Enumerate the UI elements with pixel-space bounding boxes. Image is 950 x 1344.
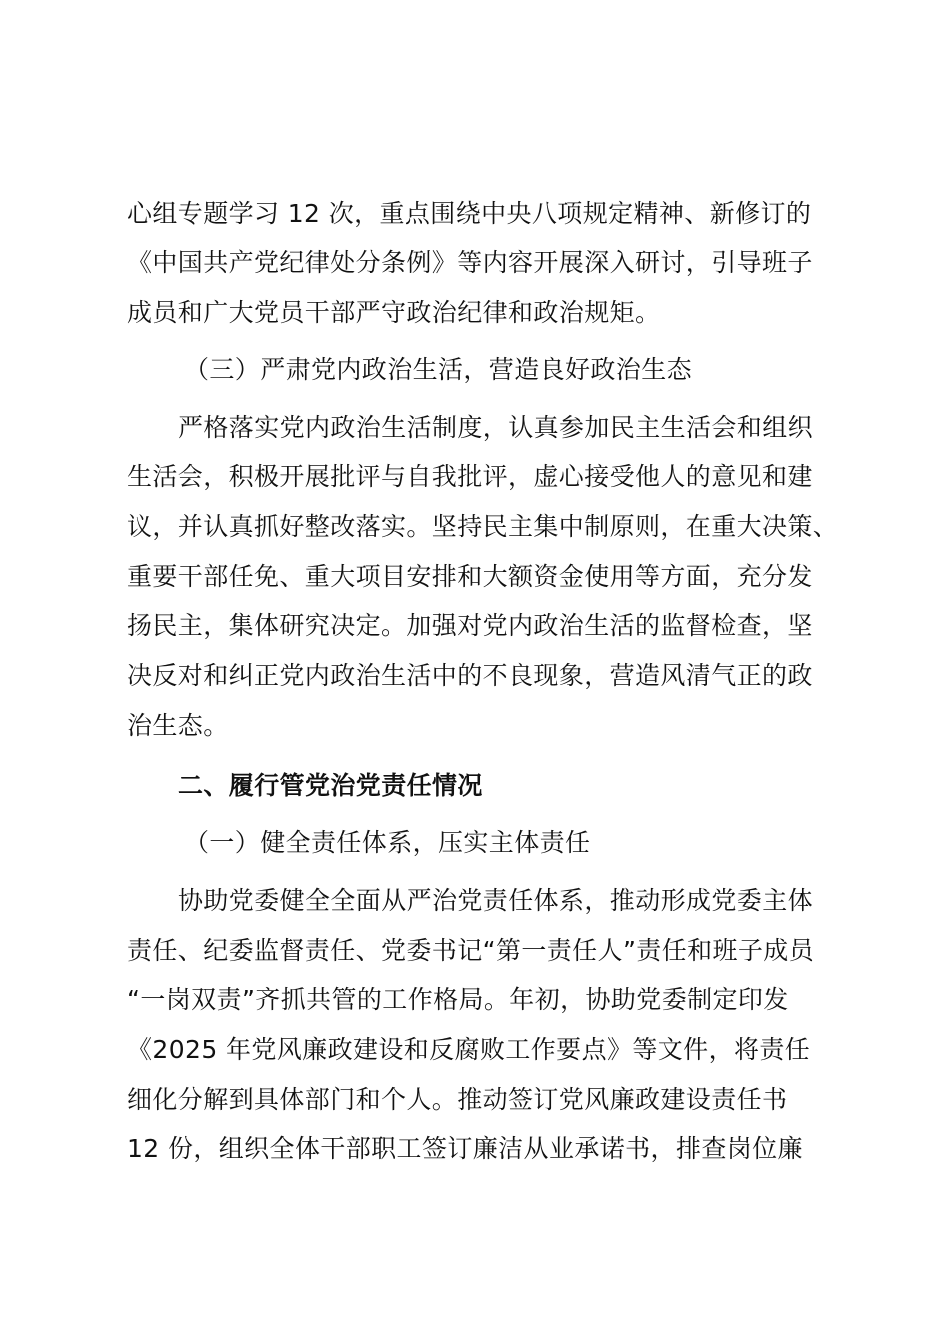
paragraph-2-line-1: 严格落实党内政治生活制度，认真参加民主生活会和组织 [178,413,814,442]
paragraph-2-line-6: 决反对和纠正党内政治生活中的不良现象，营造风清气正的政 [127,661,813,690]
paragraph-2-line-4: 重要干部任免、重大项目安排和大额资金使用等方面，充分发 [127,562,813,591]
paragraph-1-line-2: 《中国共产党纪律处分条例》等内容开展深入研讨，引导班子 [127,248,813,277]
paragraph-2-line-3: 议，并认真抓好整改落实。坚持民主集中制原则，在重大决策、 [127,512,839,541]
section-heading-two: 二、履行管党治党责任情况 [178,771,483,800]
paragraph-3-line-4: 《2025 年党风廉政建设和反腐败工作要点》等文件，将责任 [127,1035,811,1064]
paragraph-2-line-7: 治生态。 [127,711,229,740]
paragraph-3-line-6: 12 份，组织全体干部职工签订廉洁从业承诺书，排查岗位廉 [127,1134,803,1163]
paragraph-2-line-5: 扬民主，集体研究决定。加强对党内政治生活的监督检查，坚 [127,611,813,640]
paragraph-3-line-1: 协助党委健全全面从严治党责任体系，推动形成党委主体 [178,886,814,915]
subheading-one: （一）健全责任体系，压实主体责任 [184,828,591,857]
paragraph-3-line-2: 责任、纪委监督责任、党委书记“第一责任人”责任和班子成员 [127,936,815,965]
paragraph-2-line-2: 生活会，积极开展批评与自我批评，虚心接受他人的意见和建 [127,462,813,491]
paragraph-3-line-5: 细化分解到具体部门和个人。推动签订党风廉政建设责任书 [127,1085,788,1114]
paragraph-1-line-1: 心组专题学习 12 次，重点围绕中央八项规定精神、新修订的 [127,199,812,228]
subheading-three: （三）严肃党内政治生活，营造良好政治生态 [184,355,693,384]
paragraph-3-line-3: “一岗双责”齐抓共管的工作格局。年初，协助党委制定印发 [127,985,789,1014]
paragraph-1-line-3: 成员和广大党员干部严守政治纪律和政治规矩。 [127,298,661,327]
